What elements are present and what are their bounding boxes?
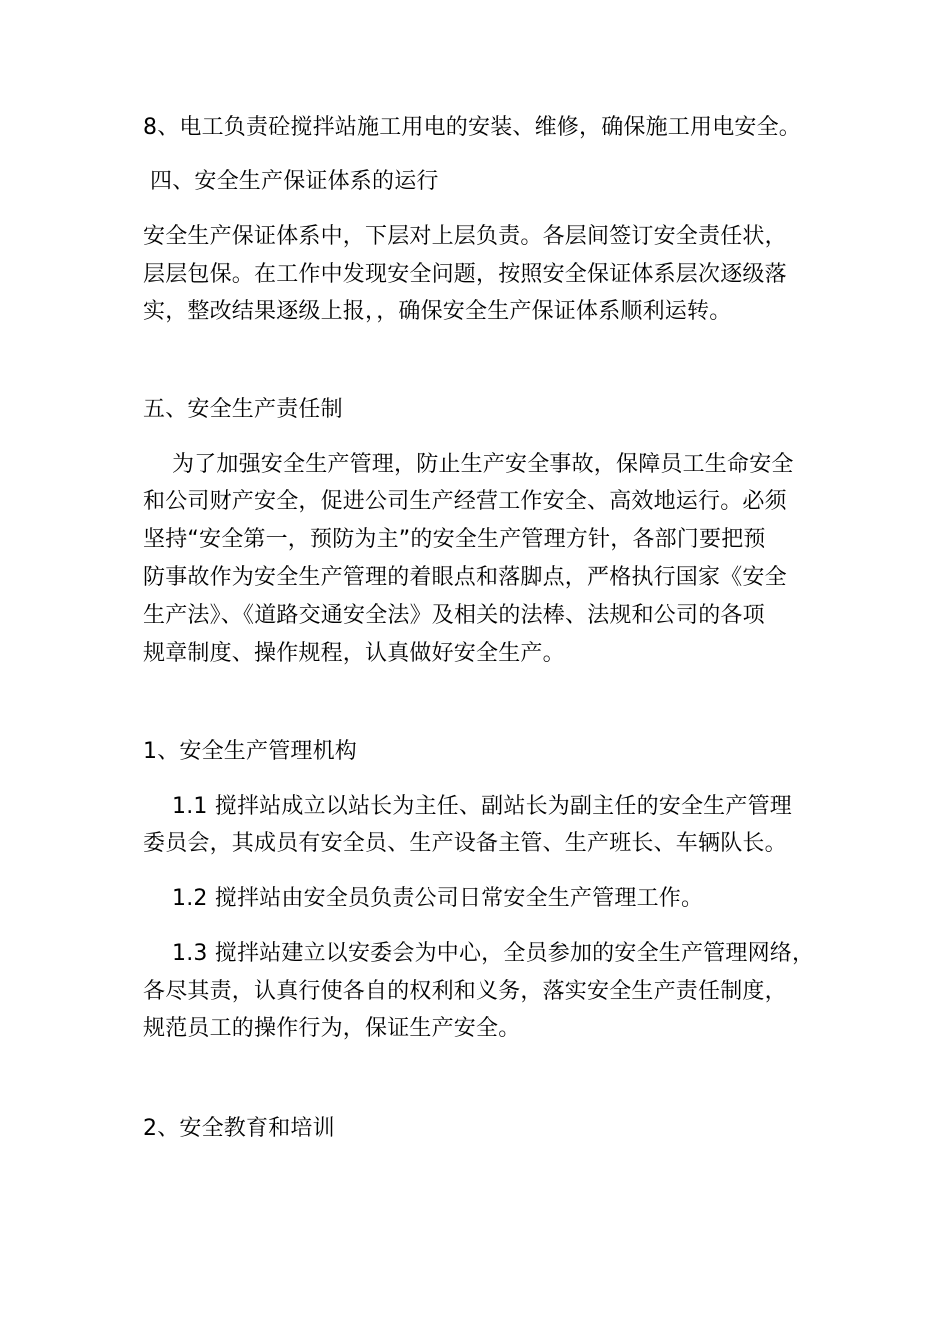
subsection-2-heading: 2、安全教育和培训 — [143, 1116, 335, 1141]
paragraph-line: 1.1 搅拌站成立以站长为主任、副站长为副主任的安全生产管理 — [172, 794, 792, 819]
paragraph-line: 实，整改结果逐级上报，，确保安全生产保证体系顺利运转。 — [143, 299, 732, 324]
paragraph-line: 1.2 搅拌站由安全员负责公司日常安全生产管理工作。 — [172, 886, 704, 911]
paragraph-line: 安全生产保证体系中，下层对上层负责。各层间签订安全责任状， — [143, 224, 787, 249]
subsection-1-heading: 1、安全生产管理机构 — [143, 739, 357, 764]
paragraph-line: 规范员工的操作行为，保证生产安全。 — [143, 1016, 521, 1041]
paragraph-line: 防事故作为安全生产管理的着眼点和落脚点，严格执行国家《安全 — [143, 565, 787, 590]
section-4-heading: 四、安全生产保证体系的运行 — [150, 169, 439, 194]
paragraph-line: 委员会，其成员有安全员、生产设备主管、生产班长、车辆队长。 — [143, 831, 787, 856]
paragraph-line: 1.3 搅拌站建立以安委会为中心，全员参加的安全生产管理网络， — [172, 941, 815, 966]
paragraph-line: 层层包保。在工作中发现安全问题，按照安全保证体系层次逐级落 — [143, 262, 787, 287]
paragraph-line: 各尽其责，认真行使各自的权利和义务，落实安全生产责任制度， — [143, 979, 787, 1004]
section-5-heading: 五、安全生产责任制 — [143, 397, 343, 422]
paragraph-line: 坚持“安全第一，预防为主”的安全生产管理方针，各部门要把预 — [143, 527, 766, 552]
paragraph-line: 为了加强安全生产管理，防止生产安全事故，保障员工生命安全 — [172, 452, 794, 477]
paragraph-line: 生产法》、《道路交通安全法》及相关的法棒、法规和公司的各项 — [143, 603, 765, 628]
paragraph-line: 和公司财产安全，促进公司生产经营工作安全、高效地运行。必须 — [143, 489, 787, 514]
item-8-electrician: 8、电工负责砼搅拌站施工用电的安装、维修，确保施工用电安全。 — [143, 115, 801, 140]
paragraph-line: 规章制度、操作规程，认真做好安全生产。 — [143, 641, 565, 666]
